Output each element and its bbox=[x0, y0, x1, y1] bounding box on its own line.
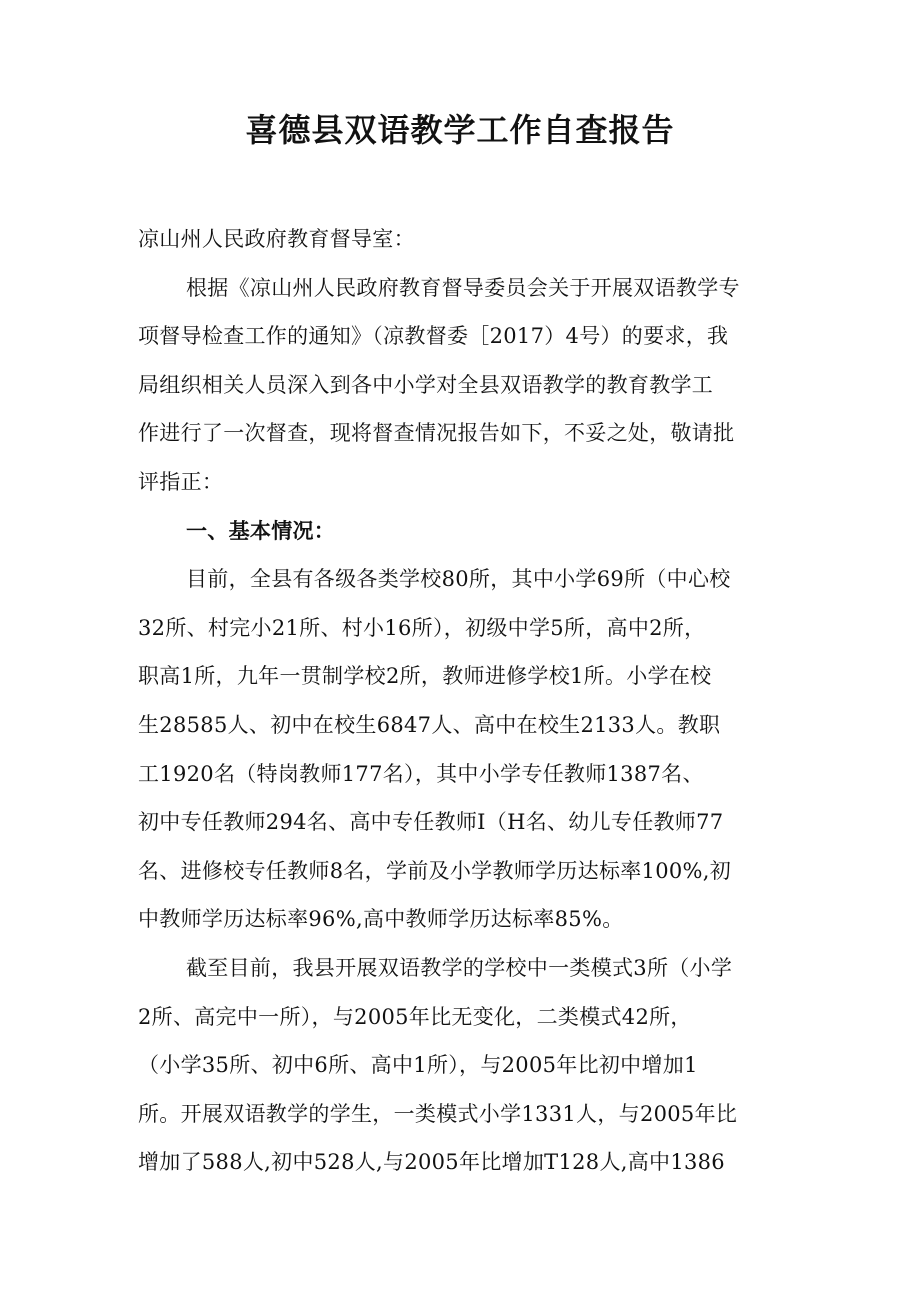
document-title: 喜德县双语教学工作自查报告 bbox=[245, 111, 675, 149]
paragraph-line: 32所、村完小21所、村小16所），初级中学5所，高中2所， bbox=[138, 615, 706, 640]
paragraph-line: 工1920名（特岗教师177名），其中小学专任教师1387名、 bbox=[138, 761, 704, 786]
paragraph-line: 所。开展双语教学的学生，一类模式小学1331人，与2005年比 bbox=[138, 1101, 738, 1126]
intro-line: 局组织相关人员深入到各中小学对全县双语教学的教育教学工 bbox=[138, 372, 714, 397]
paragraph-line: 名、进修校专任教师8名，学前及小学教师学历达标率100%,初 bbox=[138, 858, 732, 883]
intro-line: 评指正： bbox=[138, 469, 224, 494]
paragraph-line: （小学35所、初中6所、高中1所），与2005年比初中增加1 bbox=[138, 1053, 698, 1078]
paragraph-line: 职高1所，九年一贯制学校2所，教师进修学校1所。小学在校 bbox=[138, 664, 712, 689]
intro-line: 作进行了一次督查，现将督查情况报告如下，不妥之处，敬请批 bbox=[138, 421, 735, 446]
document-body bbox=[138, 215, 790, 1187]
intro-line: 根据《凉山州人民政府教育督导委员会关于开展双语教学专 bbox=[186, 275, 740, 300]
paragraph-line: 2所、高完中一所），与2005年比无变化，二类模式42所， bbox=[138, 1004, 692, 1029]
paragraph-line: 目前，全县有各级各类学校80所，其中小学69所（中心校 bbox=[186, 567, 731, 592]
intro-line: 项督导检查工作的通知》（凉教督委［2017）4号）的要求，我 bbox=[138, 324, 729, 349]
section-heading: 一、基本情况： bbox=[186, 518, 336, 543]
salutation: 凉山州人民政府教育督导室： bbox=[138, 227, 415, 251]
paragraph-line: 截至目前，我县开展双语教学的学校中一类模式3所（小学 bbox=[186, 955, 733, 980]
paragraph-line: 初中专任教师294名、高中专任教师I（H名、幼儿专任教师77 bbox=[138, 810, 724, 835]
paragraph-line: 中教师学历达标率96%,高中教师学历达标率85%。 bbox=[138, 907, 624, 932]
paragraph-line: 生28585人、初中在校生6847人、高中在校生2133人。教职 bbox=[138, 712, 721, 737]
paragraph-line: 增加了588人,初中528人,与2005年比增加T128人,高中1386 bbox=[138, 1150, 725, 1175]
